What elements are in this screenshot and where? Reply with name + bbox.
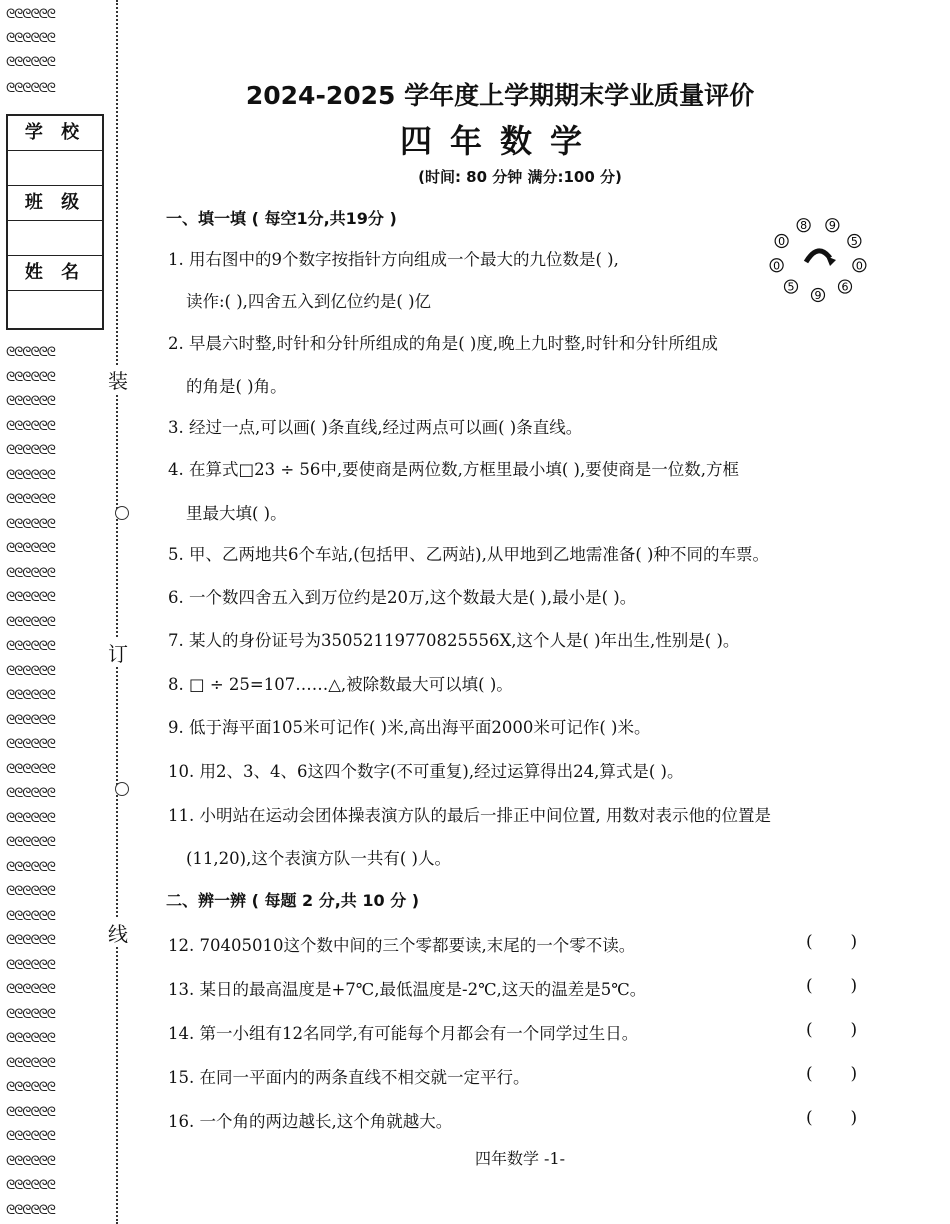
question-7: 7. 某人的身份证号为35052119770825556X,这个人是( )年出生,性别是( )。 bbox=[168, 631, 740, 650]
wave-row: ᘓᘓᘓᘓᘓᘓ bbox=[6, 56, 55, 70]
wave-row: ᘓᘓᘓᘓᘓᘓ bbox=[6, 1204, 55, 1218]
wave-row: ᘓᘓᘓᘓᘓᘓ bbox=[6, 1081, 55, 1095]
wave-row: ᘓᘓᘓᘓᘓᘓ bbox=[6, 542, 55, 556]
section1-heading: 一、填一填 ( 每空1分,共19分 ) bbox=[166, 209, 397, 228]
wave-row: ᘓᘓᘓᘓᘓᘓ bbox=[6, 1106, 55, 1120]
answer-blank[interactable]: ( ) bbox=[806, 1108, 858, 1128]
question-2-cont: 的角是( )角。 bbox=[186, 377, 287, 396]
binding-char-zhuang: 装 bbox=[108, 365, 128, 394]
question-11: 11. 小明站在运动会团体操表演方队的最后一排正中间位置, 用数对表示他的位置是 bbox=[168, 806, 771, 825]
wave-row: ᘓᘓᘓᘓᘓᘓ bbox=[6, 910, 55, 924]
question-1: 1. 用右图中的9个数字按指针方向组成一个最大的九位数是( ), bbox=[168, 250, 619, 269]
wave-row: ᘓᘓᘓᘓᘓᘓ bbox=[6, 665, 55, 679]
wave-row: ᘓᘓᘓᘓᘓᘓ bbox=[6, 1008, 55, 1022]
dial-digit: 0 bbox=[855, 259, 863, 273]
wave-row: ᘓᘓᘓᘓᘓᘓ bbox=[6, 616, 55, 630]
wave-row: ᘓᘓᘓᘓᘓᘓ bbox=[6, 714, 55, 728]
dial-digit: 9 bbox=[814, 289, 822, 302]
binding-char-xian: 线 bbox=[108, 918, 128, 947]
question-6: 6. 一个数四舍五入到万位约是20万,这个数最大是( ),最小是( )。 bbox=[168, 588, 637, 607]
binding-hole bbox=[115, 506, 129, 520]
wave-row: ᘓᘓᘓᘓᘓᘓ bbox=[6, 1032, 55, 1046]
binding-strip bbox=[0, 0, 128, 1224]
dial-digit: 0 bbox=[773, 259, 781, 273]
question-9: 9. 低于海平面105米可记作( )米,高出海平面2000米可记作( )米。 bbox=[168, 718, 651, 737]
dial-digit: 0 bbox=[778, 235, 786, 248]
name-field[interactable] bbox=[8, 291, 102, 325]
digit-dial-figure bbox=[768, 214, 868, 304]
question-5: 5. 甲、乙两地共6个车站,(包括甲、乙两站),从甲地到乙地需准备( )种不同的车票。 bbox=[168, 545, 769, 564]
wave-row: ᘓᘓᘓᘓᘓᘓ bbox=[6, 934, 55, 948]
wave-row: ᘓᘓᘓᘓᘓᘓ bbox=[6, 983, 55, 997]
question-2: 2. 早晨六时整,时针和分针所组成的角是( )度,晚上九时整,时针和分针所组成 bbox=[168, 334, 718, 353]
wave-row: ᘓᘓᘓᘓᘓᘓ bbox=[6, 32, 55, 46]
wave-row: ᘓᘓᘓᘓᘓᘓ bbox=[6, 787, 55, 801]
wave-row: ᘓᘓᘓᘓᘓᘓ bbox=[6, 346, 55, 360]
question-16: 16. 一个角的两边越长,这个角就越大。 bbox=[168, 1112, 453, 1131]
arrow-head-icon bbox=[826, 256, 836, 266]
question-14: 14. 第一小组有12名同学,有可能每个月都会有一个同学过生日。 bbox=[168, 1024, 639, 1043]
binding-hole bbox=[115, 782, 129, 796]
dial-digit: 9 bbox=[828, 219, 836, 233]
wave-row: ᘓᘓᘓᘓᘓᘓ bbox=[6, 493, 55, 507]
question-13: 13. 某日的最高温度是+7℃,最低温度是-2℃,这天的温差是5℃。 bbox=[168, 980, 647, 999]
answer-blank[interactable]: ( ) bbox=[806, 1064, 858, 1084]
page-footer: 四年数学 -1- bbox=[474, 1149, 566, 1168]
question-11-cont: (11,20),这个表演方队一共有( )人。 bbox=[186, 849, 451, 868]
wave-row: ᘓᘓᘓᘓᘓᘓ bbox=[6, 763, 55, 777]
name-label: 姓 名 bbox=[8, 256, 102, 291]
exam-subject: 四年数学 bbox=[399, 122, 600, 160]
answer-blank[interactable]: ( ) bbox=[806, 932, 858, 952]
question-4-cont: 里最大填( )。 bbox=[186, 504, 287, 523]
exam-title: 2024-2025 学年度上学期期末学业质量评价 bbox=[245, 81, 755, 110]
wave-row: ᘓᘓᘓᘓᘓᘓ bbox=[6, 82, 55, 96]
question-12: 12. 70405010这个数中间的三个零都要读,末尾的一个零不读。 bbox=[168, 936, 636, 955]
dial-digit: 6 bbox=[841, 280, 849, 294]
wave-row: ᘓᘓᘓᘓᘓᘓ bbox=[6, 689, 55, 703]
wave-row: ᘓᘓᘓᘓᘓᘓ bbox=[6, 518, 55, 532]
wave-row: ᘓᘓᘓᘓᘓᘓ bbox=[6, 1179, 55, 1193]
wave-row: ᘓᘓᘓᘓᘓᘓ bbox=[6, 8, 55, 22]
dial-digit: 5 bbox=[850, 235, 858, 248]
school-field[interactable] bbox=[8, 151, 102, 186]
question-1-cont: 读作:( ),四舍五入到亿位约是( )亿 bbox=[186, 292, 432, 311]
wave-row: ᘓᘓᘓᘓᘓᘓ bbox=[6, 395, 55, 409]
class-label: 班 级 bbox=[8, 186, 102, 221]
wave-row: ᘓᘓᘓᘓᘓᘓ bbox=[6, 959, 55, 973]
question-3: 3. 经过一点,可以画( )条直线,经过两点可以画( )条直线。 bbox=[168, 418, 583, 437]
wave-row: ᘓᘓᘓᘓᘓᘓ bbox=[6, 738, 55, 752]
question-10: 10. 用2、3、4、6这四个数字(不可重复),经过运算得出24,算式是( )。 bbox=[168, 762, 684, 781]
wave-row: ᘓᘓᘓᘓᘓᘓ bbox=[6, 836, 55, 850]
wave-row: ᘓᘓᘓᘓᘓᘓ bbox=[6, 861, 55, 875]
question-8: 8. □ ÷ 25=107……△,被除数最大可以填( )。 bbox=[168, 675, 513, 694]
wave-row: ᘓᘓᘓᘓᘓᘓ bbox=[6, 1130, 55, 1144]
wave-row: ᘓᘓᘓᘓᘓᘓ bbox=[6, 640, 55, 654]
binding-char-ding: 订 bbox=[108, 638, 128, 667]
dial-digit: 8 bbox=[800, 219, 808, 233]
dial-digit: 5 bbox=[787, 280, 795, 294]
binding-dotted-line bbox=[116, 0, 118, 1224]
school-label: 学 校 bbox=[8, 116, 102, 151]
answer-blank[interactable]: ( ) bbox=[806, 1020, 858, 1040]
wave-row: ᘓᘓᘓᘓᘓᘓ bbox=[6, 812, 55, 826]
class-field[interactable] bbox=[8, 221, 102, 256]
student-info-box bbox=[6, 114, 104, 330]
wave-row: ᘓᘓᘓᘓᘓᘓ bbox=[6, 1155, 55, 1169]
answer-blank[interactable]: ( ) bbox=[806, 976, 858, 996]
wave-row: ᘓᘓᘓᘓᘓᘓ bbox=[6, 420, 55, 434]
question-15: 15. 在同一平面内的两条直线不相交就一定平行。 bbox=[168, 1068, 530, 1087]
wave-row: ᘓᘓᘓᘓᘓᘓ bbox=[6, 591, 55, 605]
question-4: 4. 在算式□23 ÷ 56中,要使商是两位数,方框里最小填( ),要使商是一位数,方框 bbox=[168, 460, 739, 479]
wave-row: ᘓᘓᘓᘓᘓᘓ bbox=[6, 1057, 55, 1071]
wave-row: ᘓᘓᘓᘓᘓᘓ bbox=[6, 567, 55, 581]
exam-meta: (时间: 80 分钟 满分:100 分) bbox=[418, 168, 622, 186]
wave-row: ᘓᘓᘓᘓᘓᘓ bbox=[6, 469, 55, 483]
wave-row: ᘓᘓᘓᘓᘓᘓ bbox=[6, 371, 55, 385]
section2-heading: 二、辨一辨 ( 每题 2 分,共 10 分 ) bbox=[166, 891, 420, 910]
wave-row: ᘓᘓᘓᘓᘓᘓ bbox=[6, 885, 55, 899]
wave-row: ᘓᘓᘓᘓᘓᘓ bbox=[6, 444, 55, 458]
